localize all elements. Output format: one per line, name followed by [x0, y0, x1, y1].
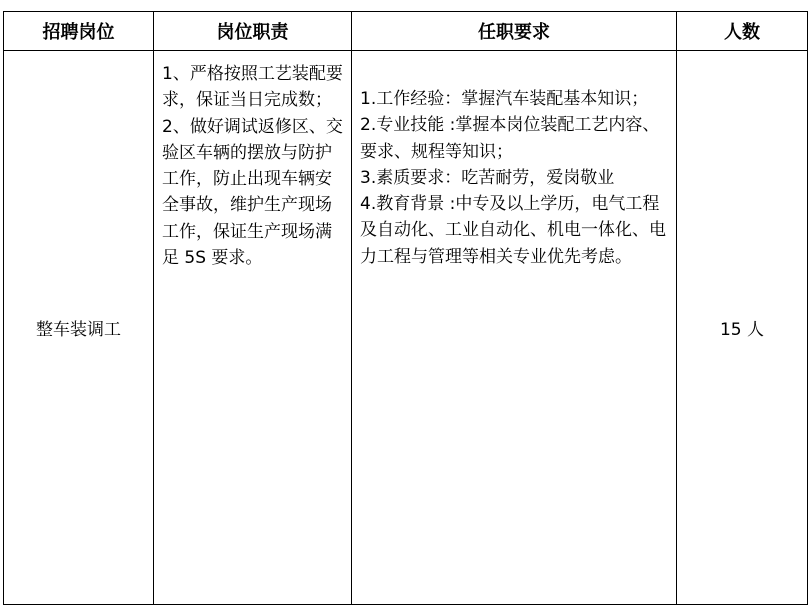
requirement-item: 1.工作经验：掌握汽车装配基本知识；	[360, 89, 649, 109]
table-row	[4, 51, 808, 605]
duty-item: 2、做好调试返修区、交验区车辆的摆放与防护工作，防止出现车辆安全事故，维护生产现场工作，保证生产现场满足 5S 要求。	[162, 116, 343, 269]
job-table	[3, 11, 808, 605]
header-row	[4, 12, 808, 51]
header-headcount: 人数	[677, 12, 808, 51]
header-duties: 岗位职责	[154, 12, 352, 51]
header-position: 招聘岗位	[4, 12, 154, 51]
position-cell: 整车装调工	[4, 51, 154, 605]
requirement-item: 3.素质要求：吃苦耐劳，爱岗敬业	[360, 167, 615, 188]
requirement-item: 4.教育背景 :中专及以上学历，电气工程及自动化、工业自动化、机电一体化、电力工程与管理等相关专业优先考虑。	[360, 194, 666, 267]
duties-cell	[154, 51, 352, 605]
requirements-cell	[352, 51, 677, 605]
headcount-cell: 15 人	[677, 51, 808, 605]
requirement-item: 2.专业技能 :掌握本岗位装配工艺内容、要求、规程等知识；	[360, 115, 660, 162]
header-requirements: 任职要求	[352, 12, 677, 51]
duty-item: 1、严格按照工艺装配要求，保证当日完成数；	[162, 64, 343, 111]
